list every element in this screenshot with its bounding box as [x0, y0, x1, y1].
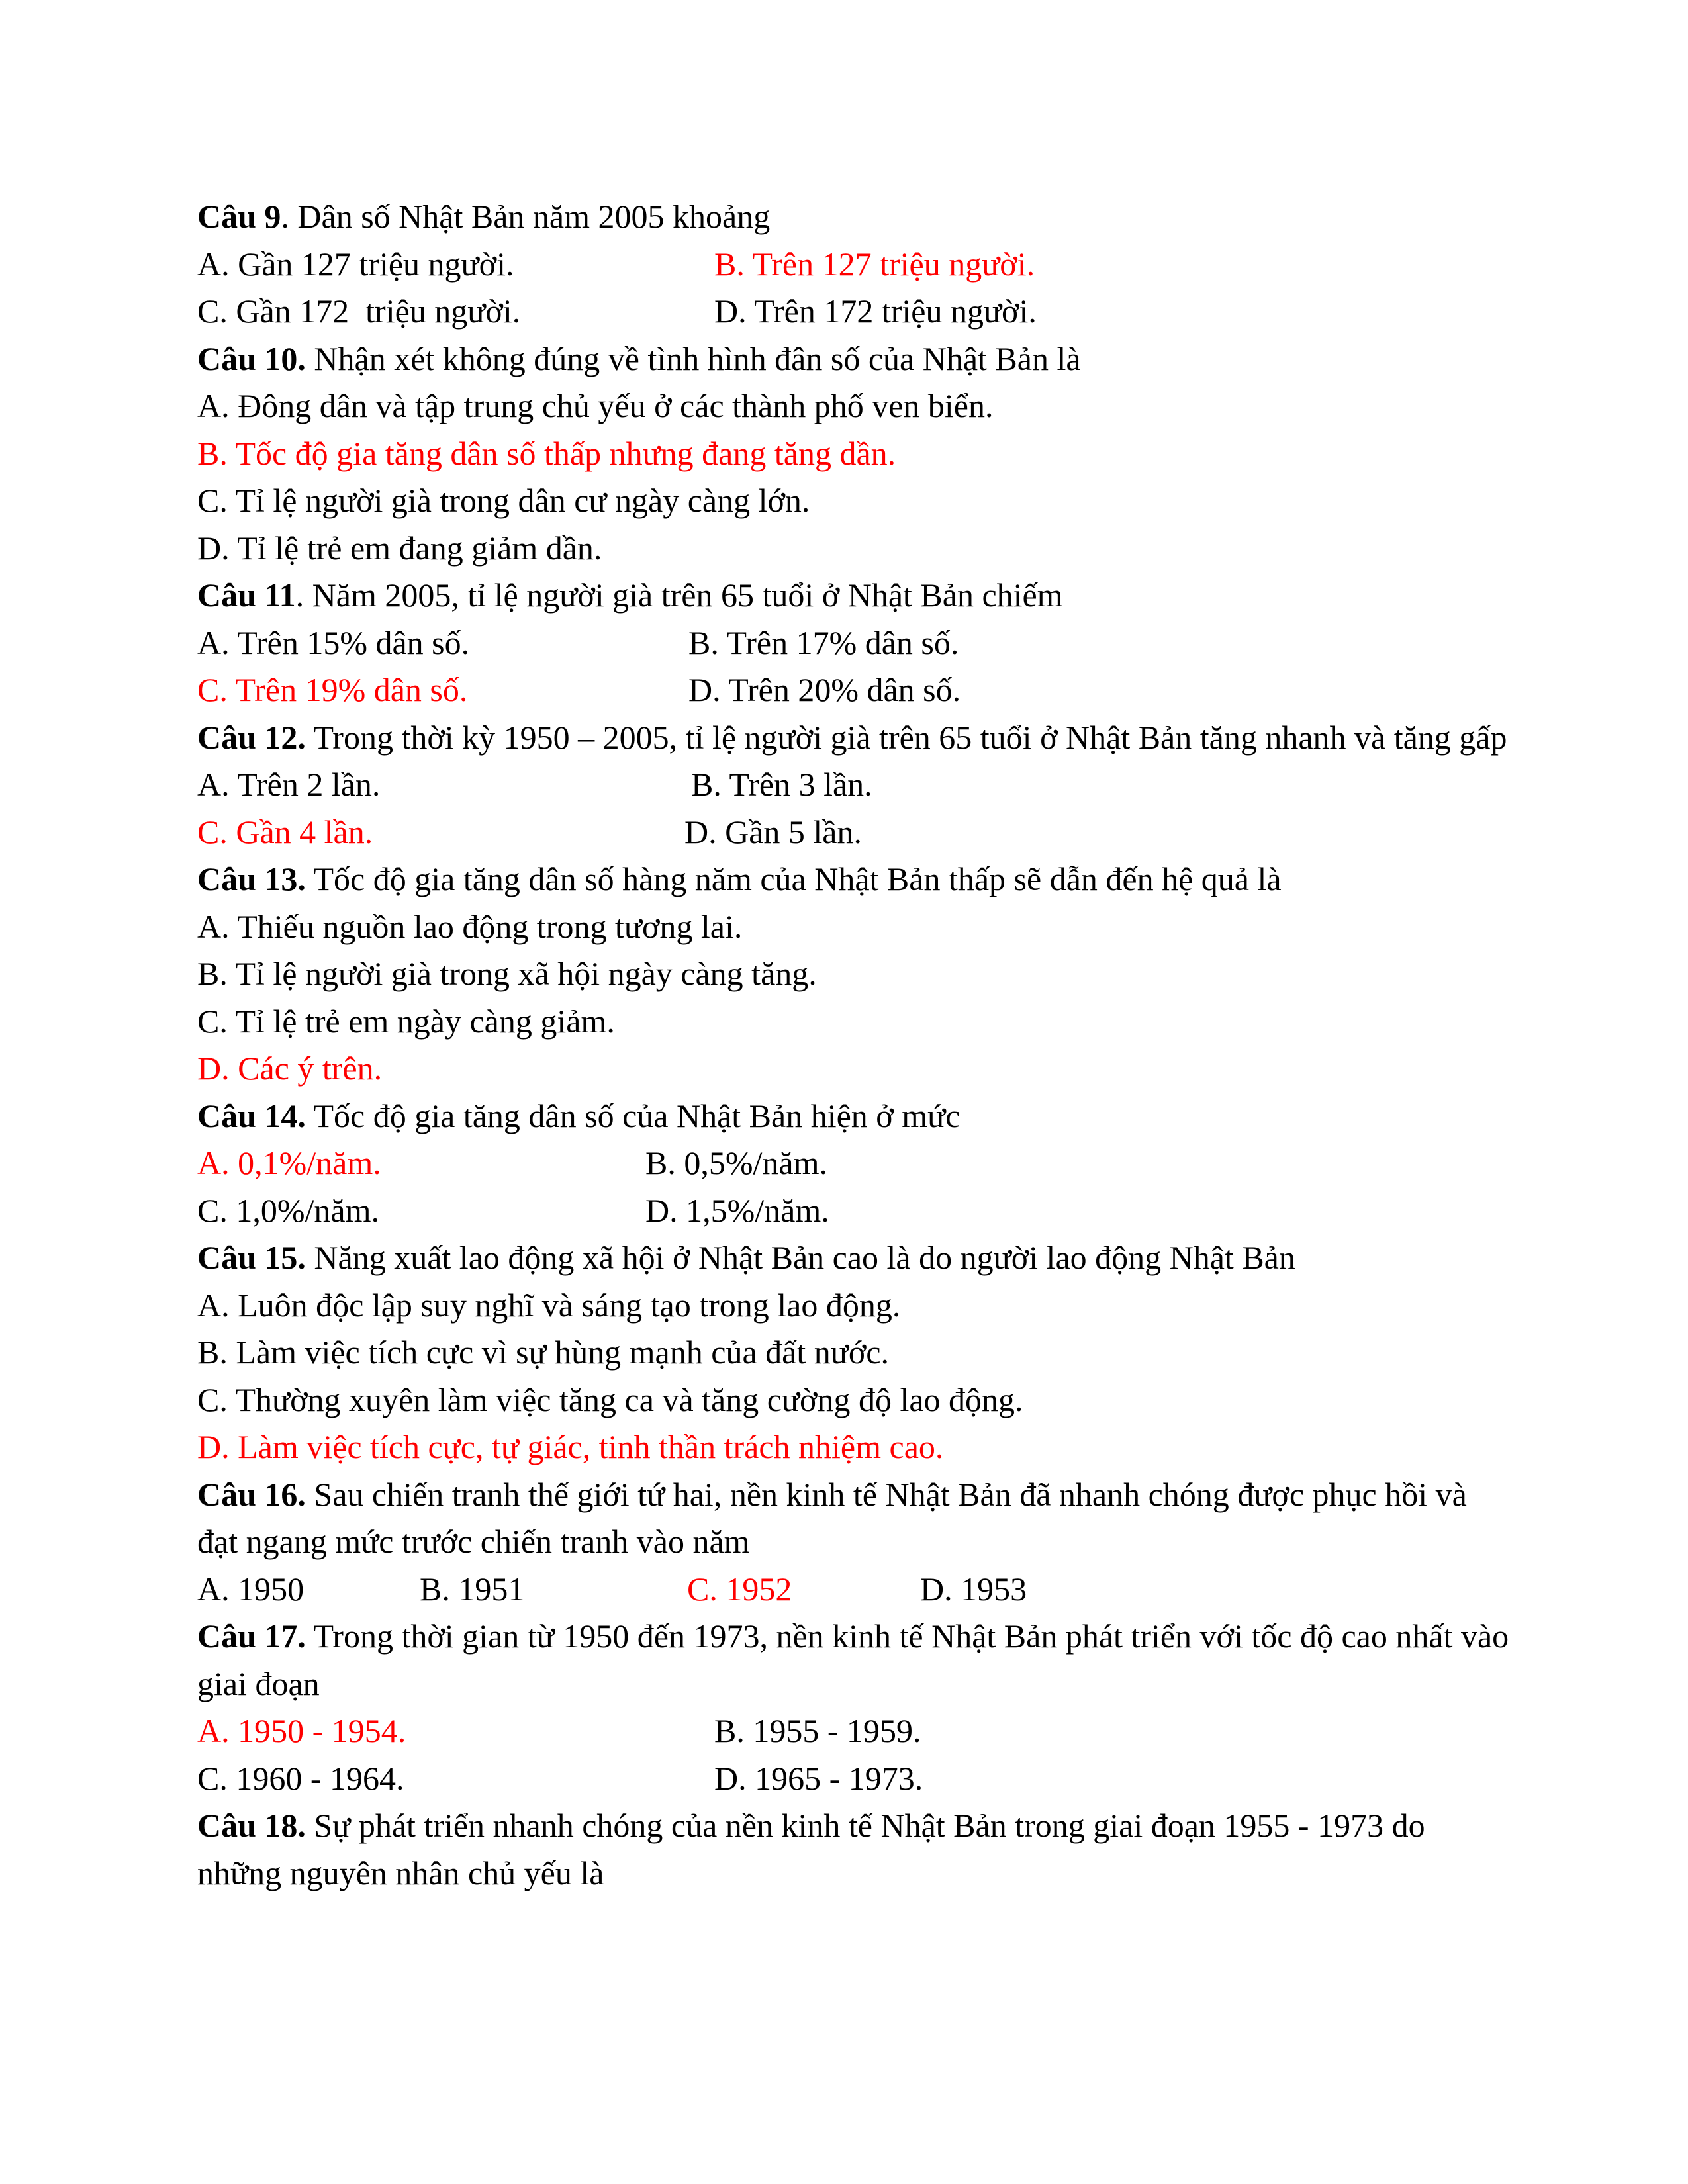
- option-c: C. Gần 172 triệu người.: [197, 293, 521, 330]
- option-d: D. Các ý trên.: [197, 1050, 383, 1087]
- option-row: [197, 288, 1515, 336]
- question-text: Trong thời kỳ 1950 – 2005, tỉ lệ người già trên 65 tuổi ở Nhật Bản tăng nhanh và tăng gấp: [305, 718, 1507, 756]
- question-15: [197, 1234, 1515, 1282]
- question-text: Tốc độ gia tăng dân số hàng năm của Nhật Bản thấp sẽ dẫn đến hệ quả là: [305, 860, 1282, 897]
- option-c: C. 1,0%/năm.: [197, 1191, 379, 1229]
- question-text: Nhận xét không đúng về tình hình đân số của Nhật Bản là: [305, 340, 1081, 377]
- option-c: C. 1960 - 1964.: [197, 1759, 404, 1797]
- question-14: [197, 1093, 1515, 1140]
- question-17: [197, 1613, 1515, 1707]
- option-c: C. Tỉ lệ người già trong dân cư ngày càng lớn.: [197, 482, 810, 519]
- question-number: Câu 18.: [197, 1807, 306, 1844]
- option-d: D. Trên 20% dân số.: [688, 671, 961, 708]
- question-number: Câu 9: [197, 198, 281, 235]
- option-b: B. 1955 - 1959.: [714, 1712, 921, 1749]
- option-b: B. Trên 17% dân số.: [688, 623, 959, 661]
- option-a: A. Đông dân và tập trung chủ yếu ở các thành phố ven biển.: [197, 387, 994, 424]
- question-13: [197, 856, 1515, 903]
- question-number: Câu 15.: [197, 1239, 306, 1276]
- option-c: C. 1952: [687, 1570, 792, 1608]
- option-row: [197, 241, 1515, 289]
- option-row: [197, 1566, 1515, 1614]
- option-b: B. Làm việc tích cực vì sự hùng mạnh của đất nước.: [197, 1334, 889, 1371]
- option-row: [197, 809, 1515, 856]
- question-text: Trong thời gian từ 1950 đến 1973, nền kinh tế Nhật Bản phát triển với tốc độ cao nhất vào giai đoạn: [197, 1617, 1509, 1702]
- question-text: . Năm 2005, tỉ lệ người già trên 65 tuổi ở Nhật Bản chiếm: [295, 576, 1063, 614]
- question-10: [197, 336, 1515, 383]
- option-d: D. Làm việc tích cực, tự giác, tinh thần trách nhiệm cao.: [197, 1428, 944, 1465]
- question-number: Câu 14.: [197, 1097, 306, 1134]
- option-a: A. Gần 127 triệu người.: [197, 245, 514, 283]
- option-b: B. 1951: [420, 1570, 525, 1608]
- option-d: D. Tỉ lệ trẻ em đang giảm dần.: [197, 529, 602, 567]
- option-a: A. Thiếu nguồn lao động trong tương lai.: [197, 907, 743, 945]
- option-row: [197, 1755, 1515, 1803]
- option-c: C. Gần 4 lần.: [197, 813, 373, 850]
- option-d: D. 1953: [920, 1570, 1027, 1608]
- question-12: [197, 714, 1515, 762]
- option-row: [197, 619, 1515, 667]
- question-18: [197, 1802, 1515, 1897]
- option-row: [197, 1140, 1515, 1187]
- option-a: A. Luôn độc lập suy nghĩ và sáng tạo trong lao động.: [197, 1286, 901, 1324]
- option-row: [197, 761, 1515, 809]
- option-row: [197, 1187, 1515, 1235]
- option-d: D. Gần 5 lần.: [684, 813, 862, 850]
- option-a: A. 0,1%/năm.: [197, 1144, 381, 1181]
- option-b: B. Trên 3 lần.: [691, 766, 872, 803]
- option-d: D. Trên 172 triệu người.: [714, 293, 1037, 330]
- question-text: Sau chiến tranh thế giới tứ hai, nền kinh tế Nhật Bản đã nhanh chóng được phục hồi và đạt ngang mức trước chiến tranh vào năm: [197, 1475, 1467, 1560]
- question-number: Câu 12.: [197, 718, 306, 756]
- question-text: . Dân số Nhật Bản năm 2005 khoảng: [281, 198, 771, 235]
- question-16: [197, 1471, 1515, 1566]
- option-d: D. 1965 - 1973.: [714, 1759, 923, 1797]
- option-b: B. Tỉ lệ người già trong xã hội ngày càng tăng.: [197, 955, 817, 992]
- question-number: Câu 17.: [197, 1617, 306, 1655]
- question-11: [197, 572, 1515, 619]
- option-c: C. Thường xuyên làm việc tăng ca và tăng cường độ lao động.: [197, 1381, 1023, 1418]
- option-row: [197, 1707, 1515, 1755]
- option-a: A. Trên 2 lần.: [197, 766, 381, 803]
- question-text: Tốc độ gia tăng dân số của Nhật Bản hiện ở mức: [305, 1097, 961, 1134]
- question-number: Câu 16.: [197, 1475, 306, 1513]
- option-b: B. 0,5%/năm.: [645, 1144, 827, 1181]
- option-b: B. Tốc độ gia tăng dân số thấp nhưng đang tăng dần.: [197, 434, 896, 472]
- question-text: Sự phát triển nhanh chóng của nền kinh tế Nhật Bản trong giai đoạn 1955 - 1973 do những nguyên nhân chủ yếu là: [197, 1807, 1425, 1891]
- option-c: C. Tỉ lệ trẻ em ngày càng giảm.: [197, 1002, 615, 1040]
- option-a: A. 1950: [197, 1570, 305, 1608]
- option-row: [197, 666, 1515, 714]
- option-b: B. Trên 127 triệu người.: [714, 245, 1035, 283]
- option-d: D. 1,5%/năm.: [645, 1191, 829, 1229]
- question-number: Câu 13.: [197, 860, 306, 897]
- question-number: Câu 10.: [197, 340, 306, 377]
- question-9: [197, 193, 1515, 241]
- option-a: A. Trên 15% dân số.: [197, 623, 470, 661]
- question-number: Câu 11: [197, 576, 296, 614]
- option-c: C. Trên 19% dân số.: [197, 671, 468, 708]
- option-a: A. 1950 - 1954.: [197, 1712, 406, 1749]
- question-text: Năng xuất lao động xã hội ở Nhật Bản cao là do người lao động Nhật Bản: [305, 1239, 1295, 1276]
- question-list: [197, 193, 1515, 1897]
